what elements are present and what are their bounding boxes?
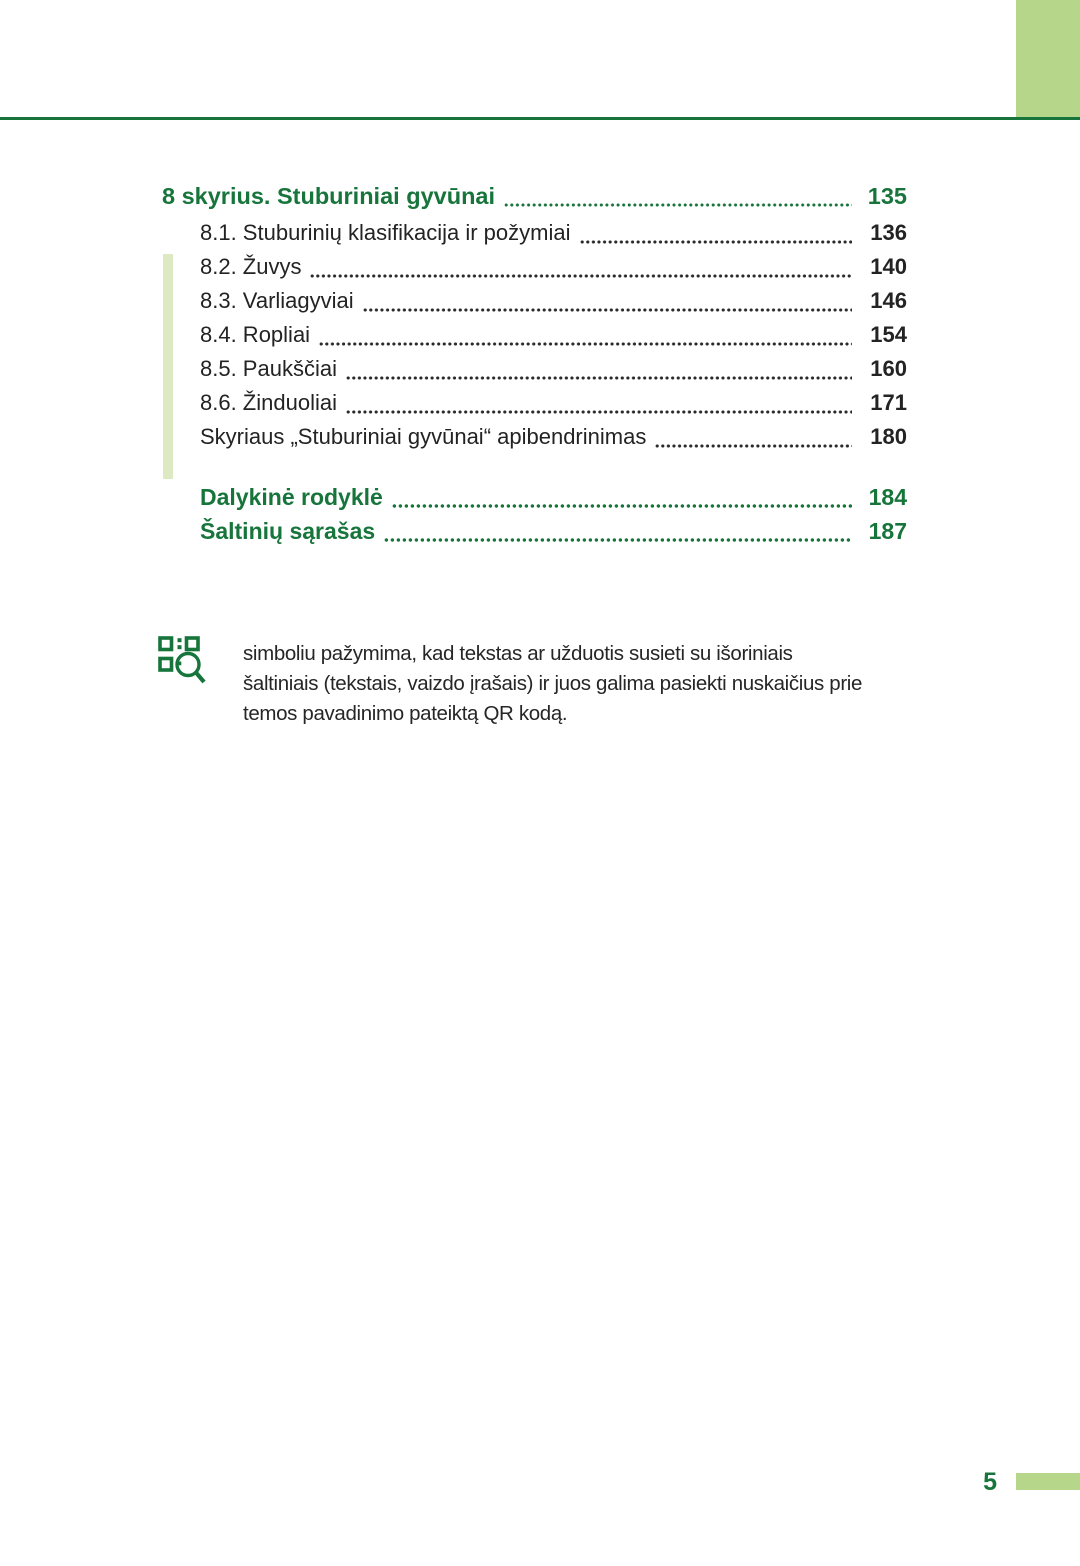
toc-entry-row (200, 424, 907, 458)
toc-entry-row (200, 288, 907, 322)
toc-extra-page: 187 (868, 518, 907, 544)
toc-entry-row (200, 322, 907, 356)
toc-subentries (162, 220, 907, 458)
toc-entry-label: 8.4. Ropliai (200, 322, 311, 347)
toc-entry-page: 136 (870, 220, 907, 245)
toc-entry-label: Skyriaus „Stuburiniai gyvūnai“ apibendrinimas (200, 424, 647, 449)
dotted-leader (319, 341, 852, 347)
toc-entry-label: 8.3. Varliagyviai (200, 288, 354, 313)
footer-accent-block (1016, 1473, 1080, 1490)
toc-entry-label: 8.1. Stuburinių klasifikacija ir požymiai (200, 220, 571, 245)
toc-chapter-page: 135 (867, 183, 907, 209)
toc-chapter-label: 8 skyrius. Stuburiniai gyvūnai (162, 183, 496, 209)
toc-entry-label: 8.2. Žuvys (200, 254, 302, 279)
dotted-leader (310, 273, 852, 279)
dotted-leader (384, 537, 852, 543)
toc-entry-page: 160 (870, 356, 907, 381)
toc-chapter-row (162, 183, 907, 217)
dotted-leader (346, 375, 852, 381)
toc-entry-label: 8.5. Paukščiai (200, 356, 337, 381)
toc-extra-entries (162, 484, 907, 552)
section-accent-bar (163, 254, 173, 479)
qr-magnifier-icon (158, 634, 206, 690)
dotted-leader (504, 202, 852, 208)
toc-entry-page: 146 (870, 288, 907, 313)
page-number: 5 (983, 1468, 997, 1496)
legend-note-text: simboliu pažymima, kad tekstas ar užduotis susieti su išoriniais šaltiniais (tekstais, vaizdo įrašais) ir juos galima pasiekti nuskaičius prie temos pavadinimo pateiktą QR kodą. (243, 642, 863, 725)
dotted-leader (392, 503, 852, 509)
header-rule (0, 117, 1080, 120)
dotted-leader (363, 307, 852, 313)
toc-extra-label: Šaltinių sąrašas (200, 518, 376, 544)
toc-entry-page: 180 (870, 424, 907, 449)
toc-extra-row (162, 518, 907, 552)
dotted-leader (346, 409, 852, 415)
corner-accent-block (1016, 0, 1080, 118)
toc-entry-page: 140 (870, 254, 907, 279)
toc-entry-row (200, 356, 907, 390)
toc-entry-row (200, 390, 907, 424)
toc-entry-page: 171 (870, 390, 907, 415)
toc-extra-page: 184 (868, 484, 907, 510)
toc-extra-row (162, 484, 907, 518)
toc-entry-row (200, 220, 907, 254)
table-of-contents (162, 183, 907, 552)
toc-extra-label: Dalykinė rodyklė (200, 484, 383, 510)
toc-entry-label: 8.6. Žinduoliai (200, 390, 337, 415)
dotted-leader (580, 239, 853, 245)
legend-note (158, 634, 870, 729)
dotted-leader (655, 443, 852, 449)
toc-entry-row (200, 254, 907, 288)
toc-entry-page: 154 (870, 322, 907, 347)
